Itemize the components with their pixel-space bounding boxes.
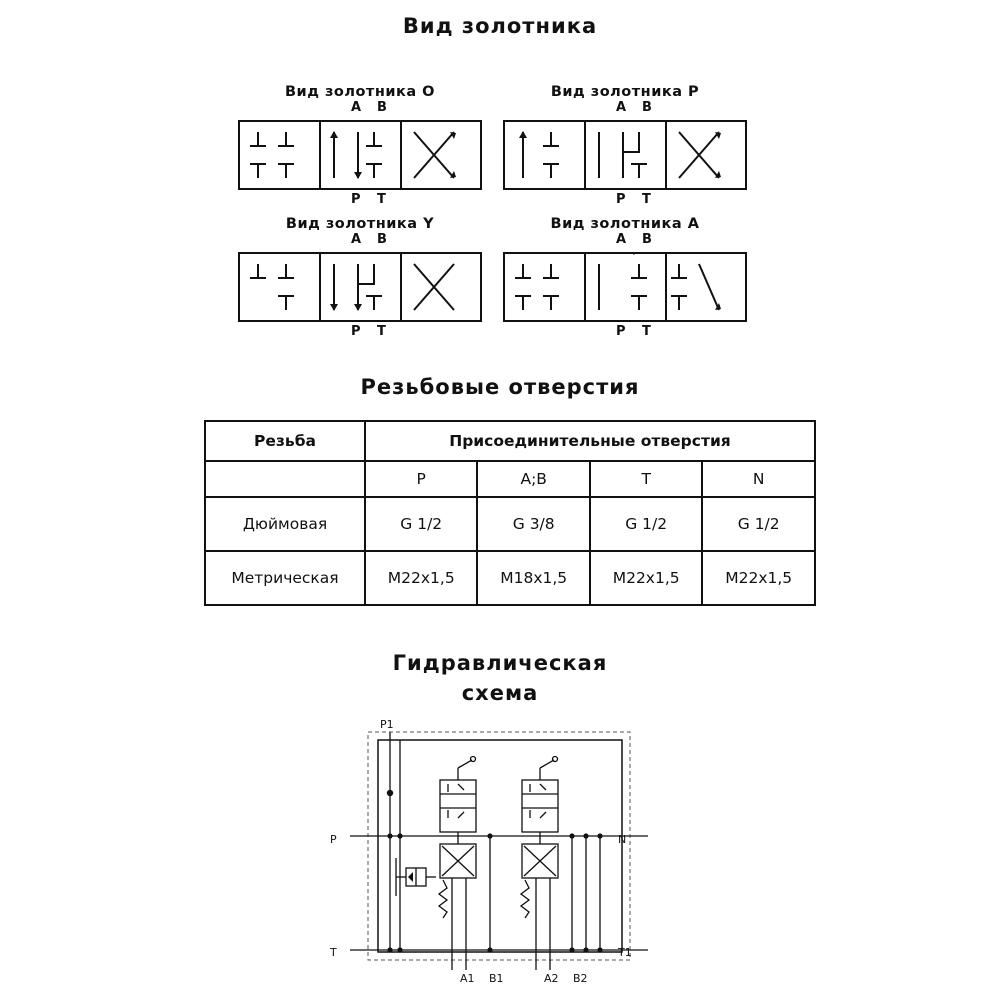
table-col-n: N: [702, 461, 815, 497]
port-label-p: P: [330, 833, 337, 846]
table-cell-metric-n: M22x1,5: [702, 551, 815, 605]
table-col-ab: A;B: [477, 461, 589, 497]
spool-p-label-p: P: [616, 192, 626, 207]
spool-o-label-a: A: [351, 100, 362, 115]
spool-o-label-t: T: [377, 192, 386, 207]
spool-a-label-p: P: [616, 324, 626, 339]
table-row-label-inch: Дюймовая: [205, 497, 365, 551]
table-cell-metric-p: M22x1,5: [365, 551, 477, 605]
table-col-p: P: [365, 461, 477, 497]
table-row: [205, 497, 815, 551]
table-header-ports: Присоединительные отверстия: [365, 421, 815, 461]
table-cell-metric-ab: M18x1,5: [477, 551, 589, 605]
spool-diagram-p: [503, 84, 747, 208]
spool-caption-y: Вид золотника Y: [285, 216, 435, 232]
spool-p-symbols: [503, 120, 747, 190]
hydraulic-schematic: [330, 718, 670, 993]
table-col-t: T: [590, 461, 702, 497]
port-label-p1: P1: [380, 718, 394, 731]
table-row-label-metric: Метрическая: [205, 551, 365, 605]
table-cell-inch-ab: G 3/8: [477, 497, 589, 551]
spool-o-label-b: B: [377, 100, 387, 115]
port-label-a1: A1: [460, 972, 475, 985]
table-cell-inch-p: G 1/2: [365, 497, 477, 551]
port-label-b2: B2: [573, 972, 588, 985]
spool-diagram-a: [503, 216, 747, 340]
spool-y-label-t: T: [377, 324, 386, 339]
spool-caption-p: Вид золотника P: [550, 84, 700, 100]
spool-a-label-t: T: [642, 324, 651, 339]
port-label-n: N: [618, 833, 627, 846]
table-cell-inch-n: G 1/2: [702, 497, 815, 551]
table-row-header: [205, 421, 815, 461]
spool-p-label-t: T: [642, 192, 651, 207]
spool-p-label-b: B: [642, 100, 652, 115]
spool-o-symbols: [238, 120, 482, 190]
port-label-a2: A2: [544, 972, 559, 985]
threads-table: [204, 420, 816, 606]
page-title-threads: Резьбовые отверстия: [360, 375, 640, 399]
page-title-spool: Вид золотника: [402, 14, 598, 38]
spool-caption-a: Вид золотника A: [550, 216, 700, 232]
hydraulic-title-line-1: Гидравлическая: [392, 651, 608, 675]
port-label-t1: T1: [618, 946, 632, 959]
table-row-columns: [205, 461, 815, 497]
spool-diagram-o: [238, 84, 482, 208]
spool-diagram-y: [238, 216, 482, 340]
spool-y-label-a: A: [351, 232, 362, 247]
table-cell-inch-t: G 1/2: [590, 497, 702, 551]
hydraulic-title-line-2: схема: [461, 681, 539, 705]
spool-caption-o: Вид золотника O: [284, 84, 436, 100]
table-cell-metric-t: M22x1,5: [590, 551, 702, 605]
table-header-thread: Резьба: [205, 421, 365, 461]
table-cell-empty: [205, 461, 365, 497]
spool-y-label-p: P: [351, 324, 361, 339]
port-label-b1: B1: [489, 972, 504, 985]
spool-a-symbols: [503, 252, 747, 322]
spool-a-label-a: A: [616, 232, 627, 247]
page-title-hydraulic: [0, 648, 1000, 708]
spool-a-label-b: B: [642, 232, 652, 247]
table-row: [205, 551, 815, 605]
spool-p-label-a: A: [616, 100, 627, 115]
spool-y-symbols: [238, 252, 482, 322]
port-label-t: T: [330, 946, 337, 959]
spool-o-label-p: P: [351, 192, 361, 207]
spool-y-label-b: B: [377, 232, 387, 247]
